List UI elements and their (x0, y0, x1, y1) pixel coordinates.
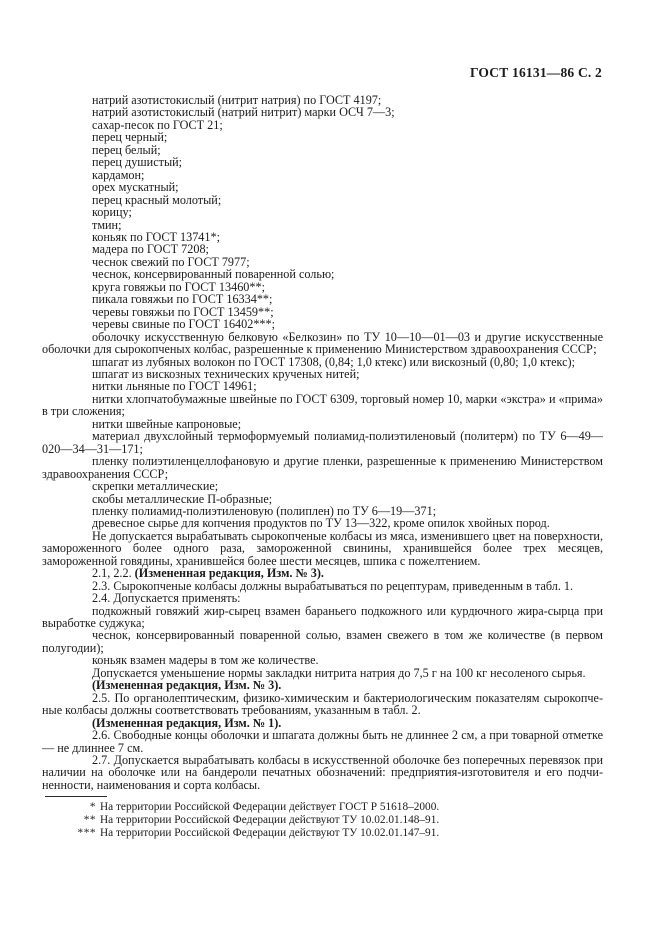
paragraph-text: 2.6. Свободные концы оболочки и шпагата должны быть не длиннее 2 см, а при товарной отметке — не длиннее 7 см. (42, 728, 603, 755)
paragraph-text: натрий азотистокислый (натрий нитрит) марки ОСЧ 7—3; (92, 105, 395, 120)
paragraph-text: черевы свиные по ГОСТ 16402***; (92, 317, 275, 332)
paragraph-text-bold: (Измененная редакция, Изм. № 1). (92, 715, 282, 730)
footnote-text: На территории Российской Федерации действуют ТУ 10.02.01.148–91. (100, 814, 440, 827)
paragraph-text: шпагат из лубяных волокон по ГОСТ 17308, (0,84; 1,0 ктекс) или вискозный (0,80; 1,0 ктекс); (92, 354, 575, 369)
paragraph (42, 754, 603, 791)
paragraph-text: коньяк взамен мадеры в том же количестве. (92, 653, 319, 668)
paragraph-text: 2.4. Допускается применять: (92, 591, 241, 606)
paragraph-text: 2.7. Допускается вырабатывать колбасы в искусственной оболочке без поперечных перевязок при наличии на оболочке или на бандероли печатных обозначений: предприятия-изготовителя и его подчиненности, наименования и сорта колбасы. (42, 753, 603, 792)
paragraph-text: сахар-песок по ГОСТ 21; (92, 117, 223, 132)
paragraph-text: перец черный; (92, 130, 168, 145)
paragraph (42, 692, 603, 717)
footnote-separator (45, 796, 107, 797)
paragraph-text: материал двухслойный термоформуемый полиамид-полиэтиленовый (политерм) по ТУ 6—49—020—34—31—171; (42, 429, 603, 456)
footnote (42, 814, 603, 827)
paragraph (42, 331, 603, 356)
paragraph (42, 629, 603, 654)
paragraph-text: мадера по ГОСТ 7208; (92, 242, 209, 257)
paragraph-text: пикала говяжьи по ГОСТ 16334**; (92, 292, 273, 307)
paragraph-text: скобы металлические П-образные; (92, 491, 273, 506)
paragraph-text: древесное сырье для копчения продуктов по ТУ 13—322, кроме опилок хвойных пород. (92, 516, 550, 531)
paragraph (42, 455, 603, 480)
footnote-marker: ** (83, 814, 96, 827)
paragraph-text: коньяк по ГОСТ 13741*; (92, 229, 220, 244)
paragraph-text: 2.1, 2.2. (92, 566, 135, 581)
paragraph-text: скрепки металлические; (92, 479, 219, 494)
paragraph-text: нитки льняные по ГОСТ 14961; (92, 379, 257, 394)
paragraph-text: 2.3. Сырокопченые колбасы должны вырабатываться по рецептурам, приведенным в табл. 1. (92, 578, 574, 593)
paragraph-text: перец белый; (92, 142, 161, 157)
paragraph (42, 729, 603, 754)
paragraph-text: чеснок, консервированный поваренной солью, взамен свежего в том же количестве (в первом полугодии); (42, 628, 603, 655)
paragraph-text-bold: (Измененная редакция, Изм. № 3). (134, 566, 324, 581)
paragraph-text: круга говяжьи по ГОСТ 13460**; (92, 279, 265, 294)
paragraph-text: кардамон; (92, 167, 145, 182)
footnote (42, 801, 603, 814)
paragraph (42, 206, 603, 218)
paragraph-text: 2.5. По органолептическим, физико-химическим и бактериологическим показателям сырокопченые колбасы должны соответствовать требованиям, указанным в табл. 2. (42, 690, 603, 718)
footnote (42, 827, 603, 840)
paragraph-text: перец красный молотый; (92, 192, 222, 207)
paragraph (42, 605, 603, 630)
paragraph-text: натрий азотистокислый (нитрит натрия) по ГОСТ 4197; (92, 93, 382, 107)
paragraph-text-bold: (Измененная редакция, Изм. № 3). (92, 678, 282, 693)
paragraph-text: перец душистый; (92, 155, 183, 170)
footnote-marker: *** (77, 827, 96, 840)
running-header: ГОСТ 16131—86 С. 2 (469, 65, 602, 80)
paragraph-text: чеснок свежий по ГОСТ 7977; (92, 254, 250, 269)
paragraph-text: пленку полиамид-полиэтиленовую (полиплен) по ТУ 6—19—371; (92, 503, 437, 518)
footnote-text: На территории Российской Федерации действует ГОСТ Р 51618–2000. (100, 801, 440, 813)
paragraph-text: Не допускается вырабатывать сырокопченые колбасы из мяса, изменившего цвет на поверхности, замороженного более одного раза, замороженной свинины, хранившейся более трех месяцев, замороженной говядины, хранившейся более шести месяцев, шпика с пожелтением. (42, 528, 603, 568)
paragraph-text: орех мускатный; (92, 180, 179, 195)
paragraph (42, 430, 603, 455)
footnote-marker: * (89, 801, 96, 813)
paragraph-text: нитки хлопчатобумажные швейные по ГОСТ 6309, торговый номер 10, марки «экстра» и «прима» в три сложения; (42, 391, 603, 419)
paragraph-text: шпагат из вискозных технических крученых нитей; (92, 366, 360, 381)
paragraph (42, 393, 603, 418)
document-body (42, 94, 603, 791)
paragraph-text: оболочку искусственную белковую «Белкозин» по ТУ 10—10—01—03 и другие искусственные оболочки для сырокопченых колбас, разрешенные к применению Министерством здравоохранения СССР; (42, 329, 603, 357)
paragraph (42, 530, 603, 567)
paragraph-text: корицу; (92, 205, 132, 220)
footnotes-list (42, 801, 603, 841)
footnote-text: На территории Российской Федерации действуют ТУ 10.02.01.147–91. (100, 827, 440, 840)
paragraph-text: черевы говяжьи по ГОСТ 13459**; (92, 304, 274, 319)
paragraph-text: пленку полиэтиленцеллофановую и другие пленки, разрешенные к применению Министерством здравоохранения СССР; (42, 454, 603, 481)
paragraph-text: Допускается уменьшение нормы закладки нитрита натрия до 7,5 г на 100 кг несоленого сырья. (92, 665, 586, 680)
paragraph-text: нитки швейные капроновые; (92, 416, 242, 431)
paragraph-text: подкожный говяжий жир-сырец взамен бараньего подкожного или курдючного жира-сырца при выработке суджука; (42, 603, 603, 631)
paragraph-text: чеснок, консервированный поваренной солью; (92, 267, 335, 282)
paragraph-text: тмин; (92, 217, 122, 232)
footnotes-section (42, 796, 603, 841)
